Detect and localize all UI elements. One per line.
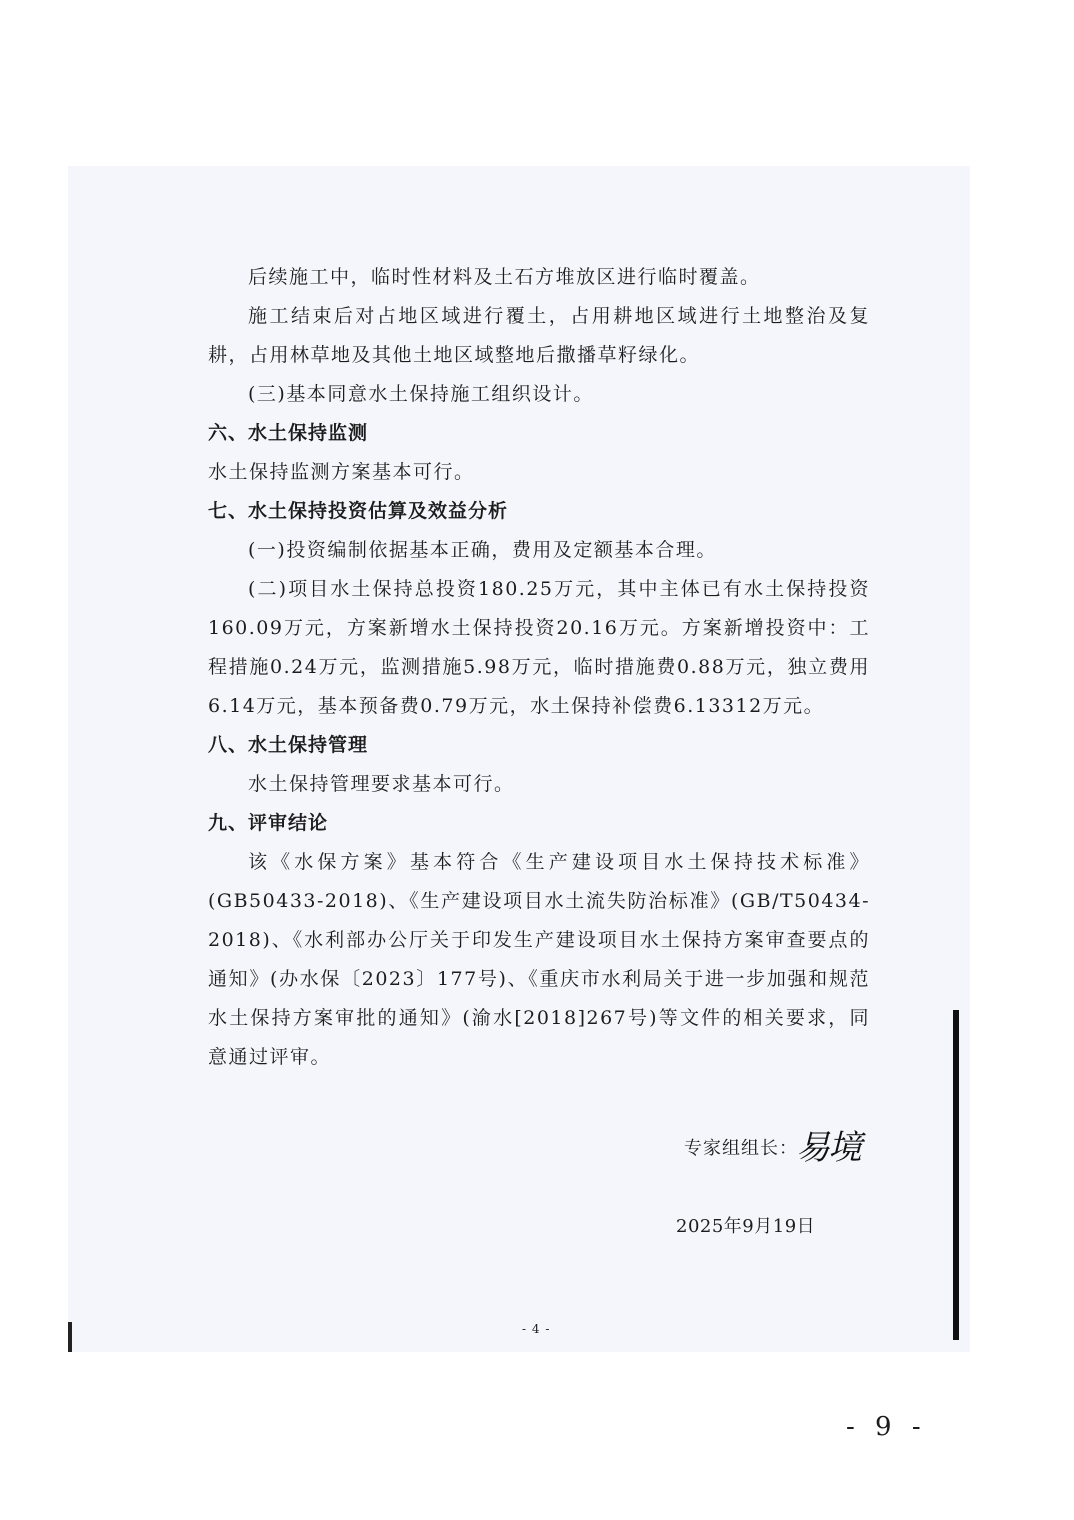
section-heading: 六、水土保持监测 bbox=[208, 422, 369, 444]
body-paragraph: (二)项目水土保持总投资180.25万元，其中主体已有水土保持投资160.09万元，方案新增水土保持投资20.16万元。方案新增投资中：工程措施0.24万元，监测措施5.98万元，临时措施费0.88万元，独立费用6.14万元，基本预备费0.79万元，水土保持补偿费6.13312万元。 bbox=[208, 578, 870, 717]
body-paragraph: 该《水保方案》基本符合《生产建设项目水土保持技术标准》(GB50433-2018)、《生产建设项目水土流失防治标准》(GB/T50434-2018)、《水利部办公厅关于印发生产建设项目水土保持方案审查要点的通知》(办水保〔2023〕177号)、《重庆市水利局关于进一步加强和规范水土保持方案审批的通知》(渝水[2018]267号)等文件的相关要求，同意通过评审。 bbox=[208, 851, 870, 1068]
body-paragraph: 水土保持管理要求基本可行。 bbox=[248, 773, 515, 795]
document-date: 2025年9月19日 bbox=[676, 1216, 816, 1237]
scan-edge-shadow-left bbox=[68, 1322, 72, 1352]
signature-block bbox=[684, 1120, 884, 1180]
body-paragraph: 施工结束后对占地区域进行覆土，占用耕地区域进行土地整治及复耕，占用林草地及其他土地区域整地后撒播草籽绿化。 bbox=[208, 305, 870, 366]
signature-label: 专家组组长： bbox=[684, 1138, 798, 1159]
scan-edge-shadow-right bbox=[953, 1010, 959, 1340]
section-heading: 八、水土保持管理 bbox=[208, 734, 369, 756]
body-paragraph: 后续施工中，临时性材料及土石方堆放区进行临时覆盖。 bbox=[248, 266, 761, 288]
body-paragraph: 水土保持监测方案基本可行。 bbox=[208, 461, 475, 483]
inner-page-number: - 4 - bbox=[522, 1322, 551, 1336]
section-heading: 七、水土保持投资估算及效益分析 bbox=[208, 500, 509, 522]
handwritten-signature: 易境 bbox=[796, 1128, 860, 1168]
document-body bbox=[208, 258, 870, 1077]
outer-page-number: - 9 - bbox=[846, 1412, 927, 1442]
section-heading: 九、评审结论 bbox=[208, 812, 329, 834]
body-paragraph: (一)投资编制依据基本正确，费用及定额基本合理。 bbox=[248, 539, 717, 561]
body-paragraph: (三)基本同意水土保持施工组织设计。 bbox=[248, 383, 594, 405]
